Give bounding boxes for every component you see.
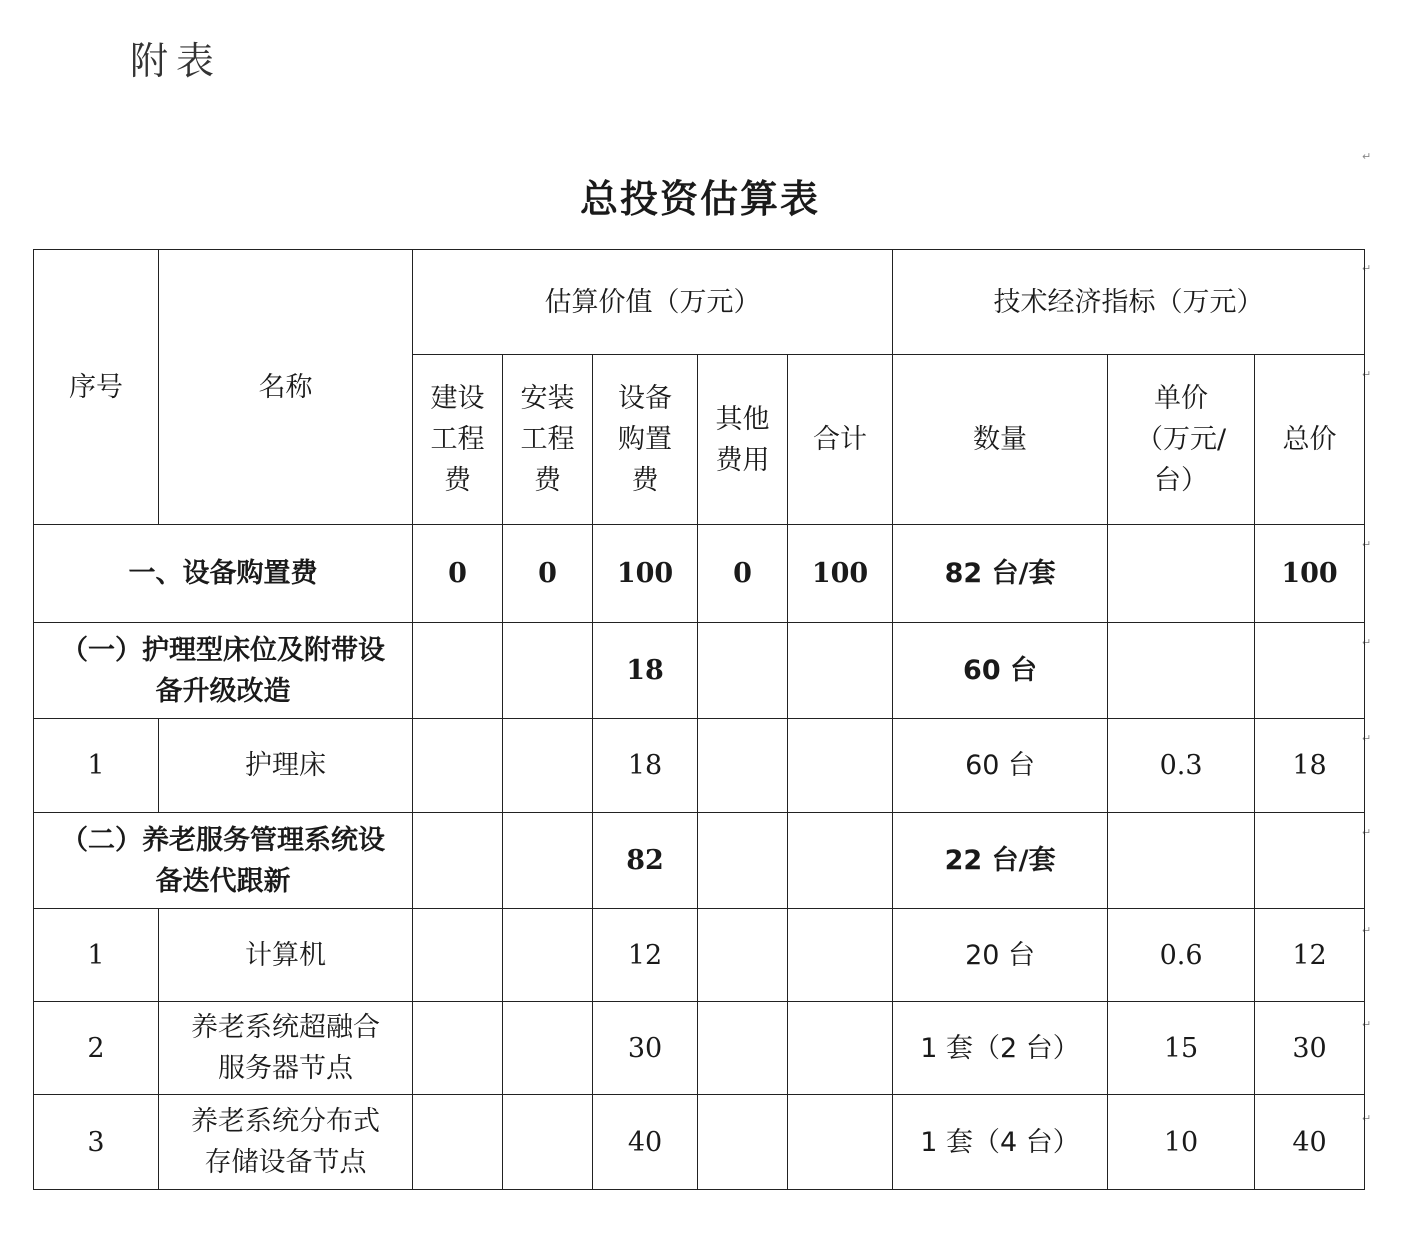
section2-equipment: 82: [593, 813, 698, 909]
cell: [413, 1095, 503, 1190]
item-quantity: 1 套（4 台）: [893, 1095, 1108, 1190]
header-name: 名称: [159, 250, 413, 525]
cell: [1255, 813, 1365, 909]
item-equipment: 12: [593, 909, 698, 1002]
document-title: 总投资估算表: [579, 177, 820, 221]
paragraph-mark-icon: ↵: [1362, 1112, 1372, 1125]
header-equipment: 设备 购置 费: [593, 355, 698, 525]
cell: [698, 1002, 788, 1095]
item-unit-price: 10: [1108, 1095, 1255, 1190]
item-seq: 3: [34, 1095, 159, 1190]
table-row: [34, 623, 1365, 719]
table-row: [34, 1002, 1365, 1095]
section1-equipment: 18: [593, 623, 698, 719]
cell: [503, 1002, 593, 1095]
header-quantity: 数量: [893, 355, 1108, 525]
item-name: 养老系统分布式 存储设备节点: [159, 1095, 413, 1190]
cell: [503, 813, 593, 909]
header-unit-price: 单价 （万元/ 台）: [1108, 355, 1255, 525]
table-row: [34, 813, 1365, 909]
item-quantity: 1 套（2 台）: [893, 1002, 1108, 1095]
item-unit-price: 15: [1108, 1002, 1255, 1095]
paragraph-mark-icon: ↵: [1362, 150, 1372, 163]
header-construction: 建设 工程 费: [413, 355, 503, 525]
item-quantity: 60 台: [893, 719, 1108, 813]
item-equipment: 40: [593, 1095, 698, 1190]
cell: [698, 909, 788, 1002]
cell: [413, 623, 503, 719]
section1-name: （一）护理型床位及附带设 备升级改造: [34, 623, 413, 719]
item-total-price: 12: [1255, 909, 1365, 1002]
section2-name: （二）养老服务管理系统设 备迭代跟新: [34, 813, 413, 909]
cell: [698, 1095, 788, 1190]
header-total-price: 总价: [1255, 355, 1365, 525]
paragraph-mark-icon: ↵: [1362, 538, 1372, 551]
section2-quantity: 22 台/套: [893, 813, 1108, 909]
item-unit-price: 0.3: [1108, 719, 1255, 813]
paragraph-mark-icon: ↵: [1362, 1018, 1372, 1031]
table-row: [34, 719, 1365, 813]
header-other: 其他 费用: [698, 355, 788, 525]
cell: [788, 1002, 893, 1095]
cell: [413, 813, 503, 909]
item-name: 护理床: [159, 719, 413, 813]
summary-other: 0: [698, 525, 788, 623]
cell: [788, 813, 893, 909]
investment-estimate-table: [33, 249, 1365, 1190]
cell: [503, 719, 593, 813]
cell: [1255, 623, 1365, 719]
header-seq: 序号: [34, 250, 159, 525]
summary-total-price: 100: [1255, 525, 1365, 623]
cell: [698, 719, 788, 813]
attachment-label: 附表: [130, 39, 223, 83]
table-row: [34, 525, 1365, 623]
paragraph-mark-icon: ↵: [1362, 368, 1372, 381]
summary-quantity: 82 台/套: [893, 525, 1108, 623]
cell: [413, 1002, 503, 1095]
summary-name: 一、设备购置费: [34, 525, 413, 623]
cell: [503, 623, 593, 719]
cell: [788, 1095, 893, 1190]
item-unit-price: 0.6: [1108, 909, 1255, 1002]
summary-total: 100: [788, 525, 893, 623]
table-row: [34, 1095, 1365, 1190]
cell: [1108, 813, 1255, 909]
item-name: 计算机: [159, 909, 413, 1002]
paragraph-mark-icon: ↵: [1362, 636, 1372, 649]
cell: [788, 719, 893, 813]
cell: [413, 719, 503, 813]
summary-construction: 0: [413, 525, 503, 623]
item-quantity: 20 台: [893, 909, 1108, 1002]
item-seq: 1: [34, 909, 159, 1002]
cell: [503, 909, 593, 1002]
paragraph-mark-icon: ↵: [1362, 732, 1372, 745]
item-seq: 2: [34, 1002, 159, 1095]
cell: [698, 623, 788, 719]
cell: [788, 909, 893, 1002]
paragraph-mark-icon: ↵: [1362, 262, 1372, 275]
summary-install: 0: [503, 525, 593, 623]
header-estimate-group: 估算价值（万元）: [413, 250, 893, 355]
section1-quantity: 60 台: [893, 623, 1108, 719]
item-seq: 1: [34, 719, 159, 813]
table-row: [34, 909, 1365, 1002]
paragraph-mark-icon: ↵: [1362, 826, 1372, 839]
header-install: 安装 工程 费: [503, 355, 593, 525]
cell: [698, 813, 788, 909]
item-equipment: 30: [593, 1002, 698, 1095]
header-total: 合计: [788, 355, 893, 525]
cell: [788, 623, 893, 719]
item-total-price: 40: [1255, 1095, 1365, 1190]
item-total-price: 30: [1255, 1002, 1365, 1095]
cell: [413, 909, 503, 1002]
summary-unit-price: [1108, 525, 1255, 623]
cell: [1108, 623, 1255, 719]
item-name: 养老系统超融合 服务器节点: [159, 1002, 413, 1095]
item-equipment: 18: [593, 719, 698, 813]
paragraph-mark-icon: ↵: [1362, 924, 1372, 937]
header-tech-group: 技术经济指标（万元）: [893, 250, 1365, 355]
cell: [503, 1095, 593, 1190]
summary-equipment: 100: [593, 525, 698, 623]
item-total-price: 18: [1255, 719, 1365, 813]
